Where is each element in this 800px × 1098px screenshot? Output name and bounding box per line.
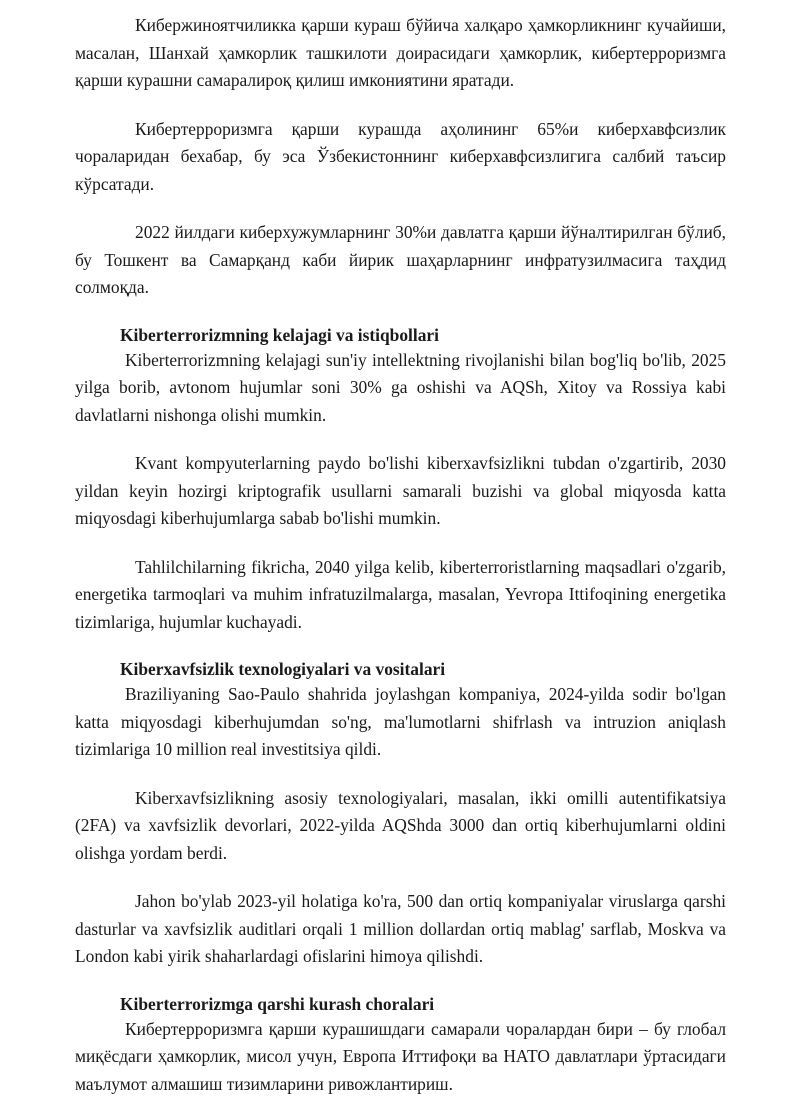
paragraph-tech-3: Jahon bo'ylab 2023-yil holatiga ko'ra, 500 dan ortiq kompaniyalar viruslarga qarshi dasturlar va xavfsizlik auditlari orqali 1 million dollardan ortiq mablag' sarflab, Moskva va London kabi yirik shaharlardagi ofislarini himoya qilishdi. xyxy=(75,888,726,971)
paragraph-future-1: Kiberterrorizmning kelajagi sun'iy intellektning rivojlanishi bilan bog'liq bo'lib, 2025 yilga borib, avtonom hujumlar soni 30% ga oshishi va AQSh, Xitoy va Rossiya kabi davlatlarni nishonga olishi mumkin. xyxy=(75,347,726,430)
paragraph-future-2: Kvant kompyuterlarning paydo bo'lishi kiberxavfsizlikni tubdan o'zgartirib, 2030 yildan keyin hozirgi kriptografik usullarni samarali buzishi va global miqyosda katta miqyosdagi kiberhujumlarga sabab bo'lishi mumkin. xyxy=(75,450,726,533)
section-heading-technologies: Kiberxavfsizlik texnologiyalari va vositalari xyxy=(75,657,726,681)
section-heading-future: Kiberterrorizmning kelajagi va istiqbollari xyxy=(75,323,726,347)
paragraph-measures-1: Кибертерроризмга қарши курашишдаги самарали чоралардан бири – бу глобал миқёсдаги ҳамкорлик, мисол учун, Европа Иттифоқи ва НАТО давлатлари ўртасидаги маълумот алмашиш тизимларини ривожлантириш. xyxy=(75,1016,726,1098)
paragraph-intro-3: 2022 йилдаги киберхужумларнинг 30%и давлатга қарши йўналтирилган бўлиб, бу Тошкент ва Самарқанд каби йирик шаҳарларнинг инфратузилмасига таҳдид солмоқда. xyxy=(75,219,726,302)
paragraph-tech-2: Kiberxavfsizlikning asosiy texnologiyalari, masalan, ikki omilli autentifikatsiya (2FA) va xavfsizlik devorlari, 2022-yilda AQShda 3000 dan ortiq kiberhujumlarni oldini olishga yordam berdi. xyxy=(75,785,726,868)
document-body xyxy=(75,12,726,1098)
paragraph-future-3: Tahlilchilarning fikricha, 2040 yilga kelib, kiberterroristlarning maqsadlari o'zgarib, energetika tarmoqlari va muhim infratuzilmalarga, masalan, Yevropa Ittifoqining energetika tizimlariga, hujumlar kuchayadi. xyxy=(75,554,726,637)
section-heading-measures: Kiberterrorizmga qarshi kurash choralari xyxy=(75,992,726,1016)
paragraph-tech-1: Braziliyaning Sao-Paulo shahrida joylashgan kompaniya, 2024-yilda sodir bo'lgan katta miqyosdagi kiberhujumdan so'ng, ma'lumotlarni shifrlash va intruzion aniqlash tizimlariga 10 million real investitsiya qildi. xyxy=(75,681,726,764)
paragraph-intro-1: Кибержиноятчиликка қарши кураш бўйича халқаро ҳамкорликнинг кучайиши, масалан, Шанхай ҳамкорлик ташкилоти доирасидаги ҳамкорлик, кибертерроризмга қарши курашни самаралироқ қилиш имкониятини яратади. xyxy=(75,12,726,95)
paragraph-intro-2: Кибертерроризмга қарши курашда аҳолининг 65%и киберхавфсизлик чораларидан бехабар, бу эса Ўзбекистоннинг киберхавфсизлигига салбий таъсир кўрсатади. xyxy=(75,116,726,199)
